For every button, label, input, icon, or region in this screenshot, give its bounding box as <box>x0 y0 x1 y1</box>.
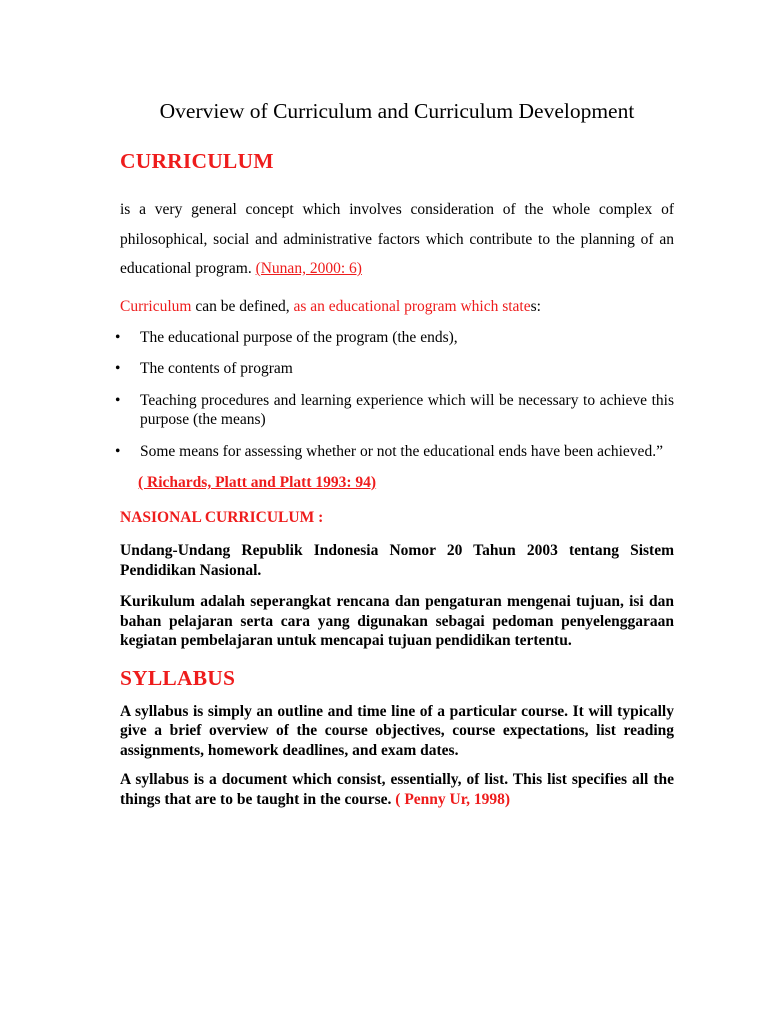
curriculum-definition-paragraph <box>120 195 674 284</box>
national-curriculum-heading: NASIONAL CURRICULUM : <box>120 509 324 526</box>
defined-end-text: s: <box>530 297 541 315</box>
bullet-marker: • <box>115 360 121 377</box>
richards-citation: ( Richards, Platt and Platt 1993: 94) <box>138 474 377 491</box>
bullet-text: Teaching procedures and learning experience which will be necessary to achieve this purpose (the means) <box>140 391 674 428</box>
bullet-text: Some means for assessing whether or not the educational ends have been achieved.” <box>140 442 663 460</box>
syllabus-document-text: A syllabus is a document which consist, essentially, of list. This list specifies all the things that are to be taught in the course. <box>120 771 674 808</box>
list-item <box>115 442 674 462</box>
bullet-text: The contents of program <box>140 360 293 377</box>
list-item <box>115 391 674 430</box>
defined-mid-text: can be defined, <box>191 297 294 315</box>
defined-red-text: as an educational program which state <box>293 297 531 315</box>
syllabus-document-paragraph <box>120 770 674 809</box>
bullet-marker: • <box>115 391 121 409</box>
list-item <box>115 328 674 348</box>
richards-reference <box>120 473 674 493</box>
curriculum-definition-text: is a very general concept which involves consideration of the whole complex of philosophical, social and administrative factors which contribute to the planning of an educational program. <box>120 201 674 277</box>
curriculum-defined-line <box>120 296 674 318</box>
curriculum-heading: CURRICULUM <box>120 149 274 173</box>
kurikulum-definition-paragraph: Kurikulum adalah seperangkat rencana dan pengaturan mengenai tujuan, isi dan bahan pelajaran serta cara yang digunakan sebagai pedoman penyelenggaraan kegiatan pembelajaran untuk mencapai tujuan pendidikan tertentu. <box>120 593 674 649</box>
syllabus-outline-paragraph: A syllabus is simply an outline and time line of a particular course. It will typically give a brief overview of the course objectives, course expectations, list reading assignments, homework deadlines, and exam dates. <box>120 702 674 759</box>
national-law-paragraph: Undang-Undang Republik Indonesia Nomor 20 Tahun 2003 tentang Sistem Pendidikan Nasional. <box>120 542 674 579</box>
curriculum-word: Curriculum <box>120 297 192 315</box>
nunan-citation: (Nunan, 2000: 6) <box>255 260 362 277</box>
list-item <box>115 359 674 379</box>
penny-ur-citation: ( Penny Ur, 1998) <box>395 790 511 808</box>
bullet-marker: • <box>115 442 121 460</box>
document-page <box>115 96 674 809</box>
syllabus-heading: SYLLABUS <box>120 665 236 690</box>
bullet-text: The educational purpose of the program (the ends), <box>140 328 458 346</box>
bullet-marker: • <box>115 328 121 346</box>
curriculum-bullet-list <box>115 328 674 462</box>
document-title: Overview of Curriculum and Curriculum Development <box>159 99 635 123</box>
